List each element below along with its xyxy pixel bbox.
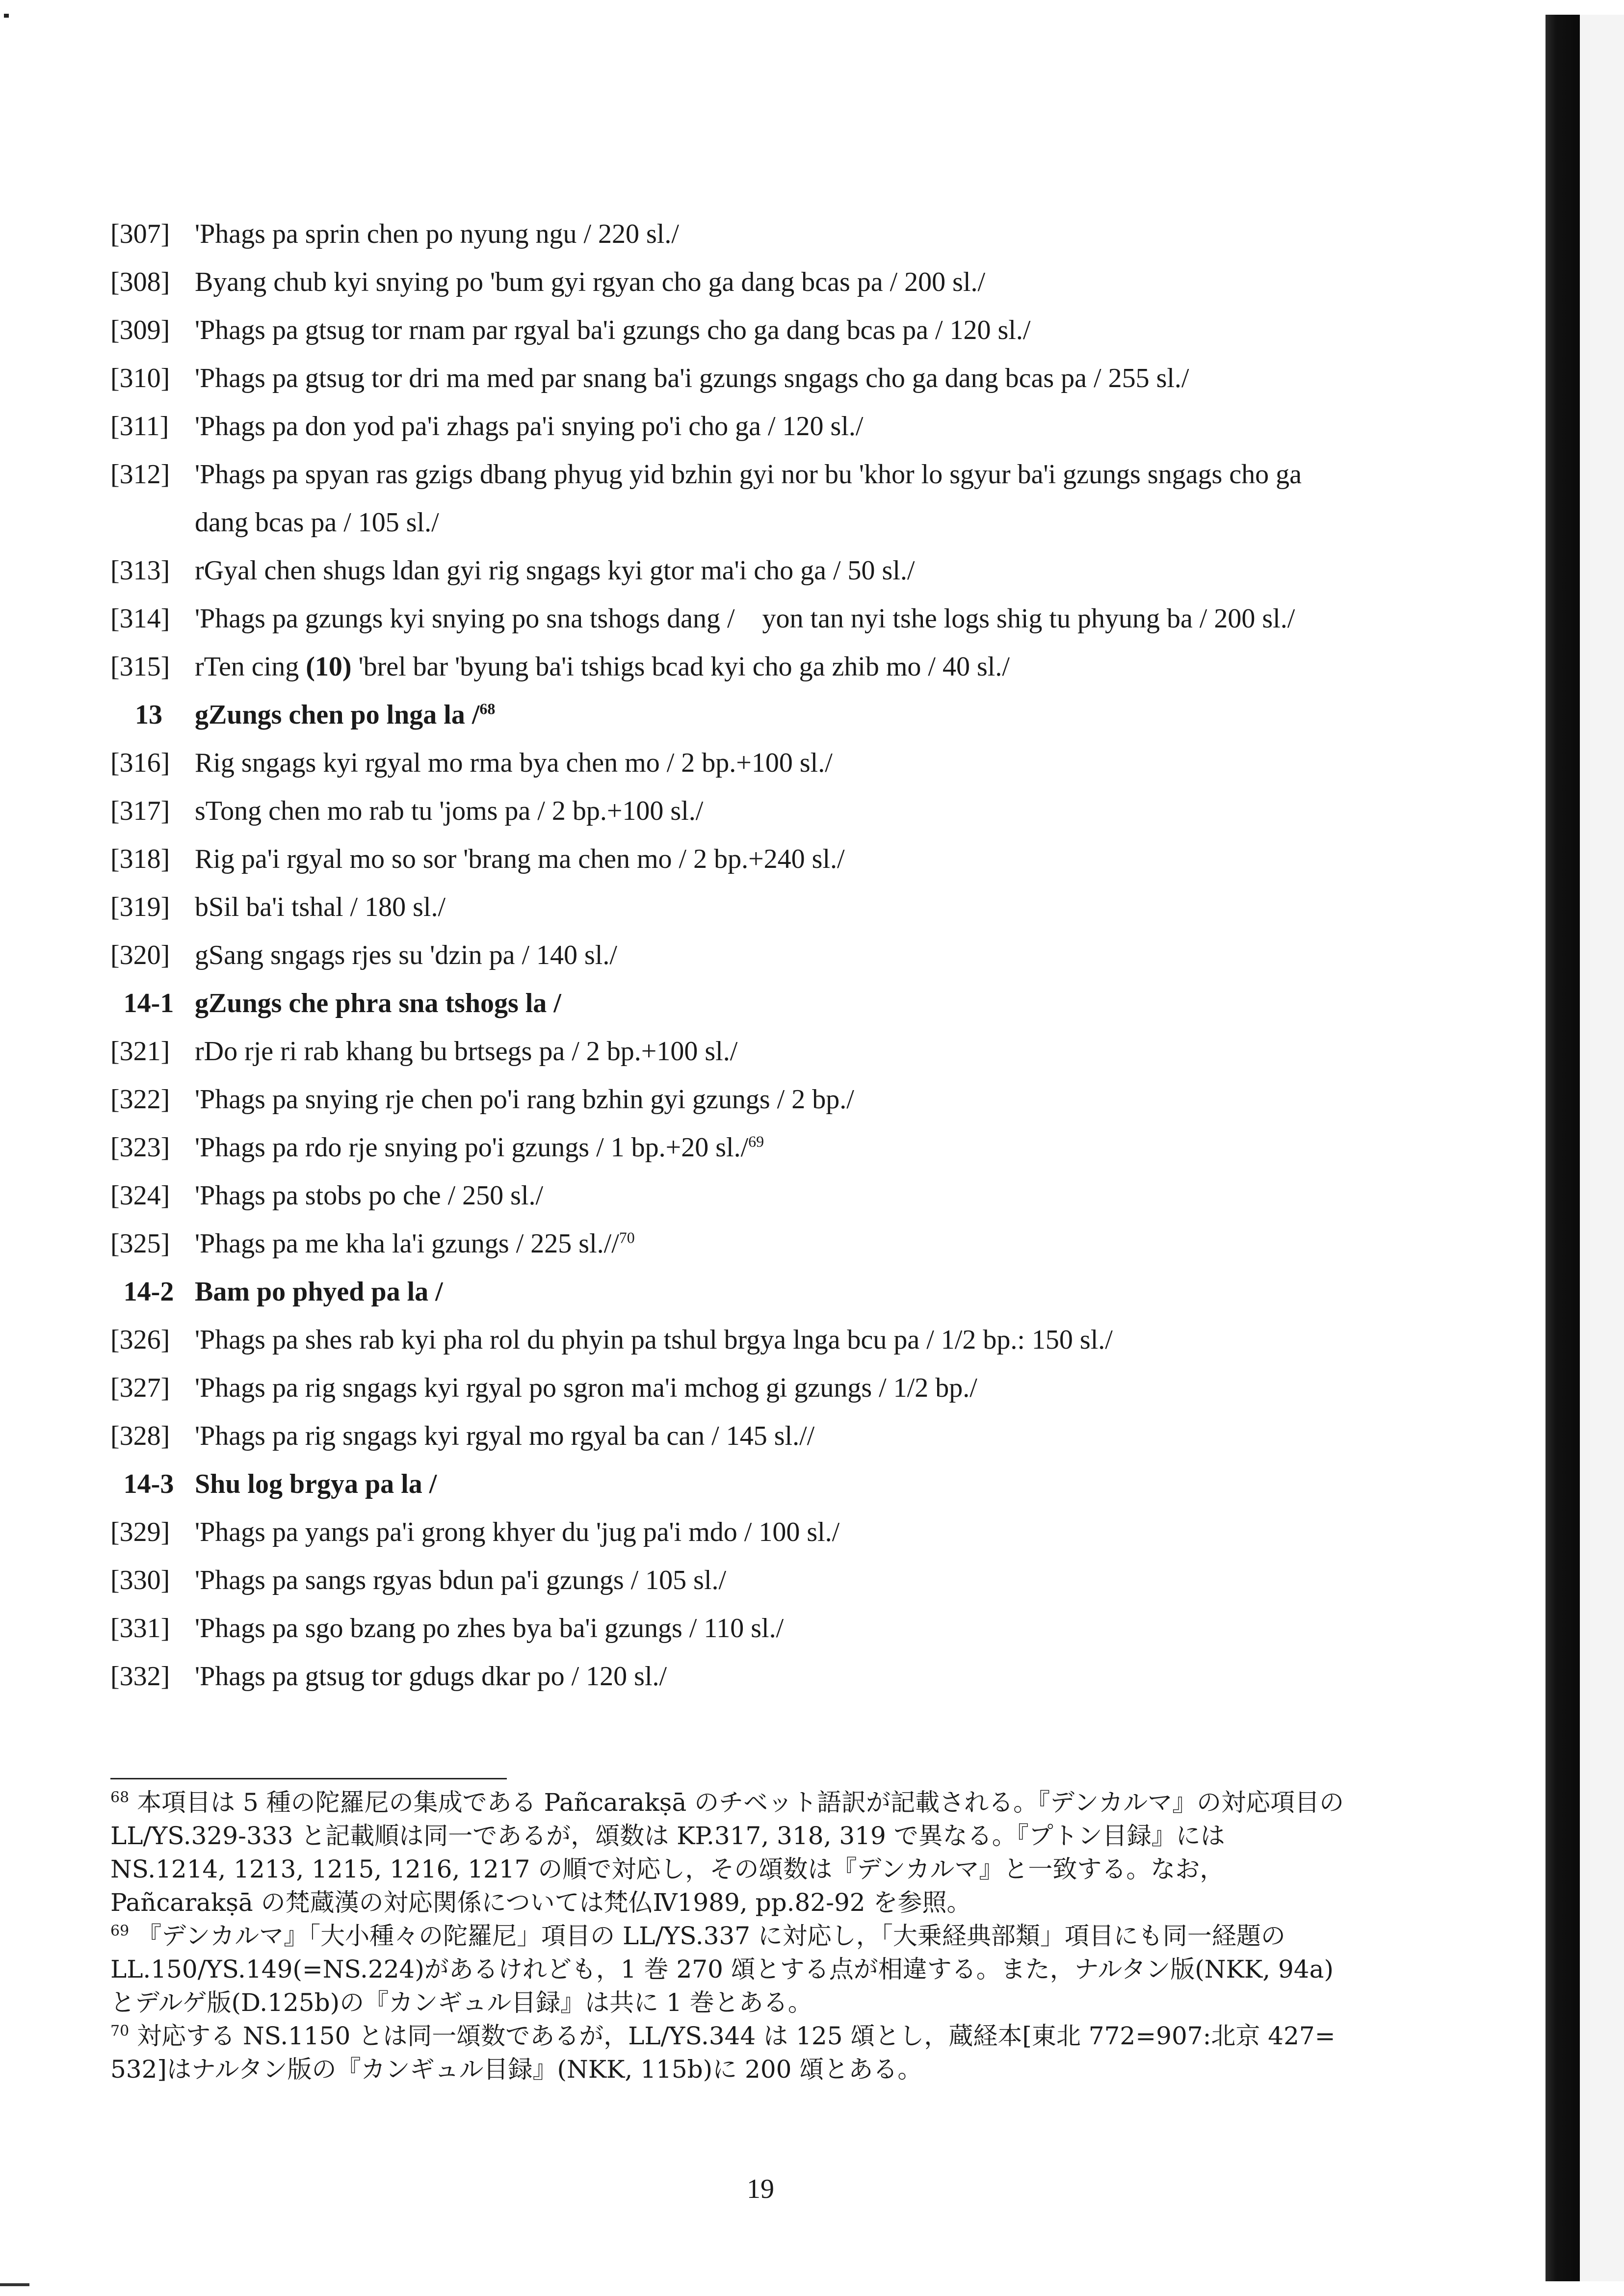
entry-number: [322] xyxy=(110,1084,170,1115)
entry-text-body: 'Phags pa me kha la'i gzungs / 225 sl.// xyxy=(195,1228,619,1259)
entry-number: [328] xyxy=(110,1421,170,1451)
entry-number: [312] xyxy=(110,459,170,490)
entry-text: 'Phags pa yangs pa'i grong khyer du 'jug pa'i mdo / 100 sl./ xyxy=(195,1517,840,1547)
section-title: gZungs che phra sna tshogs la / xyxy=(195,988,561,1018)
entry-309 xyxy=(110,306,1347,354)
entry-320 xyxy=(110,931,1347,979)
entry-number: [323] xyxy=(110,1132,170,1163)
entry-text: gSang sngags rjes su 'dzin pa / 140 sl./ xyxy=(195,940,617,970)
entry-327 xyxy=(110,1364,1347,1412)
entry-332 xyxy=(110,1652,1347,1700)
entry-308 xyxy=(110,258,1347,306)
scan-edge-shadow xyxy=(1545,15,1580,2281)
entry-325 xyxy=(110,1220,1347,1268)
entry-number: [325] xyxy=(110,1228,170,1259)
footnote-text: 対応する NS.1150 とは同一頌数であるが，LL/YS.344 は 125 頌とし，蔵経本[東北 772=907:北京 427= 532]はナルタン版の『カンギュル目録』(NKK, 115b)に 200 頌とある。 xyxy=(110,2022,1336,2084)
page-number: 19 xyxy=(747,2174,774,2204)
section-number: 14-3 xyxy=(123,1469,174,1499)
section-heading-13 xyxy=(110,691,1347,739)
entry-number: [311] xyxy=(110,411,169,442)
entry-text xyxy=(195,1220,1347,1268)
entry-number: [310] xyxy=(110,363,170,393)
scan-margin xyxy=(1580,15,1624,2281)
entry-307 xyxy=(110,210,1347,258)
entry-318 xyxy=(110,835,1347,883)
entry-329 xyxy=(110,1508,1347,1556)
footnote-number: 70 xyxy=(110,2022,130,2040)
footnote-ref: 70 xyxy=(619,1228,635,1247)
footnote-70 xyxy=(110,2019,1347,2086)
footnote-number: 68 xyxy=(110,1789,130,1806)
section-number: 14-2 xyxy=(123,1277,174,1307)
footnote-69 xyxy=(110,1919,1347,2019)
entry-322 xyxy=(110,1075,1347,1123)
entry-324 xyxy=(110,1172,1347,1220)
entry-319 xyxy=(110,883,1347,931)
entry-text xyxy=(195,643,1347,691)
entry-text: Rig pa'i rgyal mo so sor 'brang ma chen mo / 2 bp.+240 sl./ xyxy=(195,844,845,874)
entry-326 xyxy=(110,1316,1347,1364)
entry-number: [329] xyxy=(110,1517,170,1547)
section-number: 13 xyxy=(135,700,162,730)
section-title-text: gZungs chen po lnga la / xyxy=(195,700,480,730)
section-heading-14-3 xyxy=(110,1460,1347,1508)
entry-321 xyxy=(110,1027,1347,1075)
entry-text: Rig sngags kyi rgyal mo rma bya chen mo / 2 bp.+100 sl./ xyxy=(195,748,833,778)
entry-text: 'Phags pa spyan ras gzigs dbang phyug yid bzhin gyi nor bu 'khor lo sgyur ba'i gzungs sngags cho ga dang bcas pa / 105 sl./ xyxy=(195,459,1302,538)
entry-number: [313] xyxy=(110,555,170,586)
entry-315 xyxy=(110,643,1347,691)
entry-328 xyxy=(110,1412,1347,1460)
footnotes xyxy=(110,1786,1347,2086)
footnote-number: 69 xyxy=(110,1922,130,1940)
entry-text: 'Phags pa shes rab kyi pha rol du phyin pa tshul brgya lnga bcu pa / 1/2 bp.: 150 sl./ xyxy=(195,1325,1113,1355)
entry-number: [318] xyxy=(110,844,170,874)
entry-number: [317] xyxy=(110,796,170,826)
entry-number: [331] xyxy=(110,1613,170,1644)
entry-text: 'Phags pa stobs po che / 250 sl./ xyxy=(195,1180,544,1211)
entry-number: [309] xyxy=(110,315,170,345)
entry-text-body: 'Phags pa rdo rje snying po'i gzungs / 1 bp.+20 sl./ xyxy=(195,1132,749,1163)
entry-number: [315] xyxy=(110,652,170,682)
entry-number: [330] xyxy=(110,1565,170,1595)
entry-311 xyxy=(110,402,1347,450)
entry-number: [324] xyxy=(110,1180,170,1211)
entry-text: 'Phags pa gtsug tor gdugs dkar po / 120 sl./ xyxy=(195,1661,667,1692)
entry-number: [316] xyxy=(110,748,170,778)
entry-text: 'Phags pa rig sngags kyi rgyal po sgron ma'i mchog gi gzungs / 1/2 bp./ xyxy=(195,1373,977,1403)
entry-text: rGyal chen shugs ldan gyi rig sngags kyi gtor ma'i cho ga / 50 sl./ xyxy=(195,555,915,586)
entry-number: [326] xyxy=(110,1325,170,1355)
section-number: 14-1 xyxy=(123,988,174,1018)
entry-text-before: rTen cing xyxy=(195,652,306,682)
scan-corner-mark xyxy=(4,14,9,18)
entry-331 xyxy=(110,1604,1347,1652)
entry-number: [321] xyxy=(110,1036,170,1067)
entry-number: [314] xyxy=(110,603,170,634)
entry-number: [308] xyxy=(110,267,170,297)
entry-text-bold: (10) xyxy=(306,652,352,682)
entry-text: 'Phags pa snying rje chen po'i rang bzhin gyi gzungs / 2 bp./ xyxy=(195,1084,854,1115)
section-heading-14-2 xyxy=(110,1268,1347,1316)
entry-text xyxy=(195,1123,1347,1172)
entry-text: 'Phags pa rig sngags kyi rgyal mo rgyal ba can / 145 sl.// xyxy=(195,1421,815,1451)
entry-text: bSil ba'i tshal / 180 sl./ xyxy=(195,892,445,922)
entry-314 xyxy=(110,595,1347,643)
catalog-entries xyxy=(110,210,1347,1700)
footnote-text: 『デンカルマ』「大小種々の陀羅尼」項目の LL/YS.337 に対応し，「大乗経典部類」項目にも同一経題の LL.150/YS.149(=NS.224)があるけれども，1 巻 270 頌とする点が相違する。また，ナルタン版(NKK, 94a)とデルゲ版(D.125b)の『カンギュル目録』は共に 1 巻とある。 xyxy=(110,1922,1334,2017)
footnote-ref: 68 xyxy=(479,700,496,718)
section-title: Bam po phyed pa la / xyxy=(195,1277,443,1307)
entry-text: 'Phags pa don yod pa'i zhags pa'i snying po'i cho ga / 120 sl./ xyxy=(195,411,864,442)
entry-number: [320] xyxy=(110,940,170,970)
entry-330 xyxy=(110,1556,1347,1604)
entry-313 xyxy=(110,547,1347,595)
entry-text: 'Phags pa sgo bzang po zhes bya ba'i gzungs / 110 sl./ xyxy=(195,1613,784,1644)
footnote-text: 本項目は 5 種の陀羅尼の集成である Pañcarakṣā のチベット語訳が記載される。『デンカルマ』の対応項目の LL/YS.329-333 と記載順は同一であるが，頌数は KP.317, 318, 319 で異なる。『プトン目録』には NS.1214, 1213, 1215, 1216, 1217 の順で対応し，その頌数は『デンカルマ』と一致する。なお，Pañcarakṣā の梵蔵漢の対応関係については梵仏Ⅳ1989, pp.82-92 を参照。 xyxy=(110,1788,1344,1917)
entry-310 xyxy=(110,354,1347,402)
entry-number: [307] xyxy=(110,219,170,249)
section-title: Shu log brgya pa la / xyxy=(195,1469,437,1499)
entry-316 xyxy=(110,739,1347,787)
entry-text: 'Phags pa gtsug tor dri ma med par snang ba'i gzungs sngags cho ga dang bcas pa / 255 sl./ xyxy=(195,363,1189,393)
section-title xyxy=(195,691,1347,739)
entry-text: 'Phags pa sangs rgyas bdun pa'i gzungs / 105 sl./ xyxy=(195,1565,727,1595)
entry-317 xyxy=(110,787,1347,835)
entry-text-after: 'brel bar 'byung ba'i tshigs bcad kyi cho ga zhib mo / 40 sl./ xyxy=(351,652,1010,682)
entry-text: rDo rje ri rab khang bu brtsegs pa / 2 bp.+100 sl./ xyxy=(195,1036,738,1067)
entry-number: [332] xyxy=(110,1661,170,1692)
entry-text: sTong chen mo rab tu 'joms pa / 2 bp.+100 sl./ xyxy=(195,796,704,826)
entry-text: 'Phags pa sprin chen po nyung ngu / 220 sl./ xyxy=(195,219,679,249)
entry-323 xyxy=(110,1123,1347,1172)
scan-bottom-mark xyxy=(0,2283,29,2286)
footnote-68 xyxy=(110,1786,1347,1919)
entry-text: Byang chub kyi snying po 'bum gyi rgyan cho ga dang bcas pa / 200 sl./ xyxy=(195,267,986,297)
entry-text: 'Phags pa gzungs kyi snying po sna tshogs dang / yon tan nyi tshe logs shig tu phyung ba / 200 sl./ xyxy=(195,603,1295,634)
footnote-divider xyxy=(110,1778,507,1779)
entry-number: [327] xyxy=(110,1373,170,1403)
footnote-ref: 69 xyxy=(748,1132,764,1150)
section-heading-14-1 xyxy=(110,979,1347,1027)
entry-text: 'Phags pa gtsug tor rnam par rgyal ba'i gzungs cho ga dang bcas pa / 120 sl./ xyxy=(195,315,1031,345)
entry-312 xyxy=(110,450,1347,547)
entry-number: [319] xyxy=(110,892,170,922)
